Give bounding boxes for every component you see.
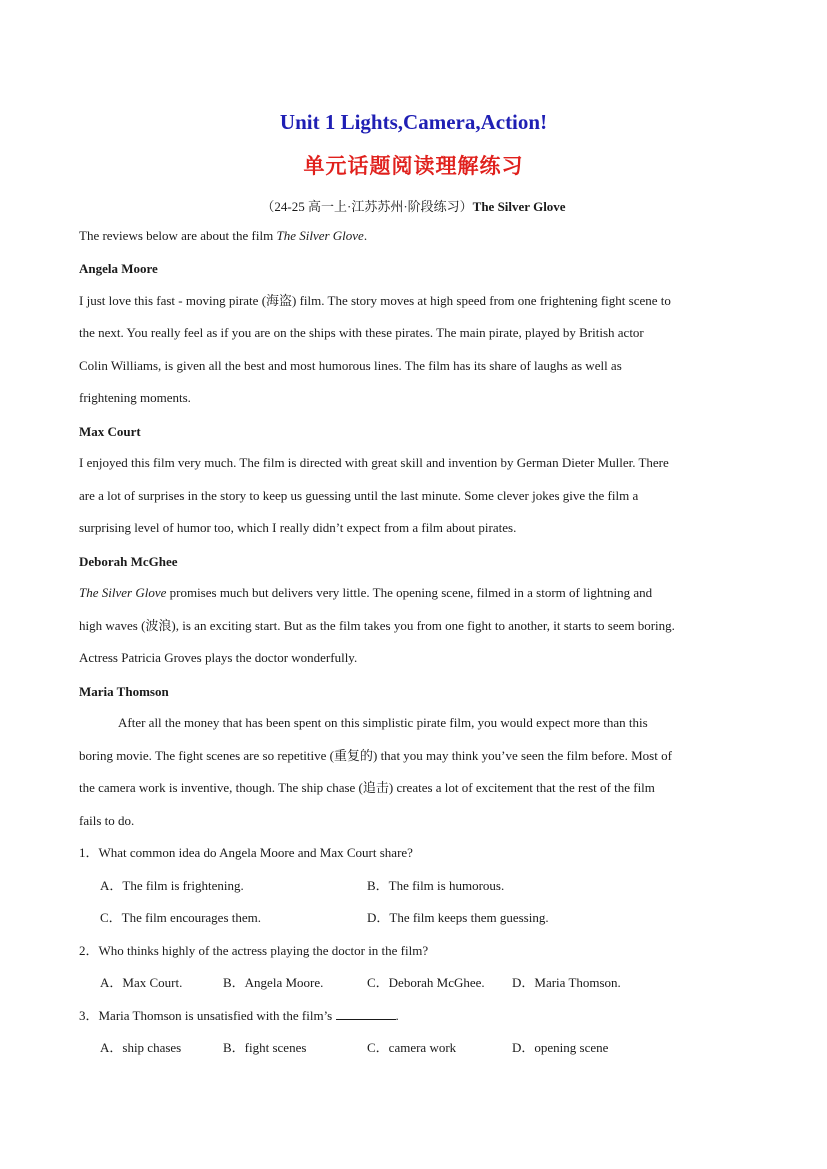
review-line: frightening moments. (79, 390, 191, 405)
option-a: A．The film is frightening. (100, 878, 244, 893)
section-title: 单元话题阅读理解练习 (303, 154, 524, 178)
review-line: are a lot of surprises in the story to keep us guessing until the last minute. Some clever jokes give the film a (79, 488, 639, 503)
review-text: promises much but delivers very little. The opening scene, filmed in a storm of lightning and (166, 585, 653, 600)
review-line: Actress Patricia Groves plays the doctor wonderfully. (79, 650, 358, 665)
review-line: I just love this fast - moving pirate (海盗) film. The story moves at high speed from one frightening fight scene to (79, 293, 671, 308)
question-stem: 2．Who thinks highly of the actress playing the doctor in the film? (79, 943, 429, 958)
review-line (79, 584, 652, 602)
reviewer-name: Deborah McGhee (79, 554, 178, 569)
intro-line (79, 227, 367, 245)
option-b: B．fight scenes (223, 1040, 307, 1055)
reviewer-name: Maria Thomson (79, 684, 169, 699)
intro-text: The reviews below are about the film (79, 228, 277, 243)
intro-film-title: The Silver Glove (276, 228, 364, 243)
film-title: The Silver Glove (79, 585, 167, 600)
review-line: the camera work is inventive, though. The ship chase (追击) creates a lot of excitement that the rest of the film (79, 780, 655, 795)
review-line: high waves (波浪), is an exciting start. But as the film takes you from one fight to another, it starts to seem boring. (79, 618, 675, 633)
review-line: fails to do. (79, 813, 135, 828)
option-d: D．Maria Thomson. (512, 975, 621, 990)
passage-title: The Silver Glove (472, 199, 566, 214)
question-stem: 1．What common idea do Angela Moore and Max Court share? (79, 845, 413, 860)
review-line: surprising level of humor too, which I really didn’t expect from a film about pirates. (79, 520, 517, 535)
option-d: D．The film keeps them guessing. (367, 910, 549, 925)
question-text: 3．Maria Thomson is unsatisfied with the film’s (79, 1008, 336, 1023)
question-stem (79, 1007, 399, 1025)
option-c: C．Deborah McGhee. (367, 975, 485, 990)
review-line: the next. You really feel as if you are on the ships with these pirates. The main pirate, played by British actor (79, 325, 644, 340)
reviewer-name: Max Court (79, 424, 141, 439)
intro-period: . (363, 228, 368, 243)
option-b: B．Angela Moore. (223, 975, 324, 990)
option-d: D．opening scene (512, 1040, 609, 1055)
option-c: C．The film encourages them. (100, 910, 262, 925)
unit-title: Unit 1 Lights,Camera,Action! (279, 110, 548, 134)
option-c: C．camera work (367, 1040, 457, 1055)
option-a: A．ship chases (100, 1040, 182, 1055)
source-prefix: （24-25 高一上·江苏苏州·阶段练习） (261, 199, 473, 214)
question-period: . (395, 1008, 399, 1023)
answer-blank (336, 1007, 396, 1020)
review-line: I enjoyed this film very much. The film is directed with great skill and invention by German Dieter Muller. There (79, 455, 669, 470)
review-line: Colin Williams, is given all the best and most humorous lines. The film has its share of laughs as well as (79, 358, 622, 373)
option-b: B．The film is humorous. (367, 878, 505, 893)
option-a: A．Max Court. (100, 975, 183, 990)
reviewer-name: Angela Moore (79, 261, 158, 276)
passage-source (0, 196, 827, 215)
review-line: boring movie. The fight scenes are so repetitive (重复的) that you may think you’ve seen the film before. Most of (79, 748, 672, 763)
review-line: After all the money that has been spent on this simplistic pirate film, you would expect more than this (118, 715, 648, 730)
